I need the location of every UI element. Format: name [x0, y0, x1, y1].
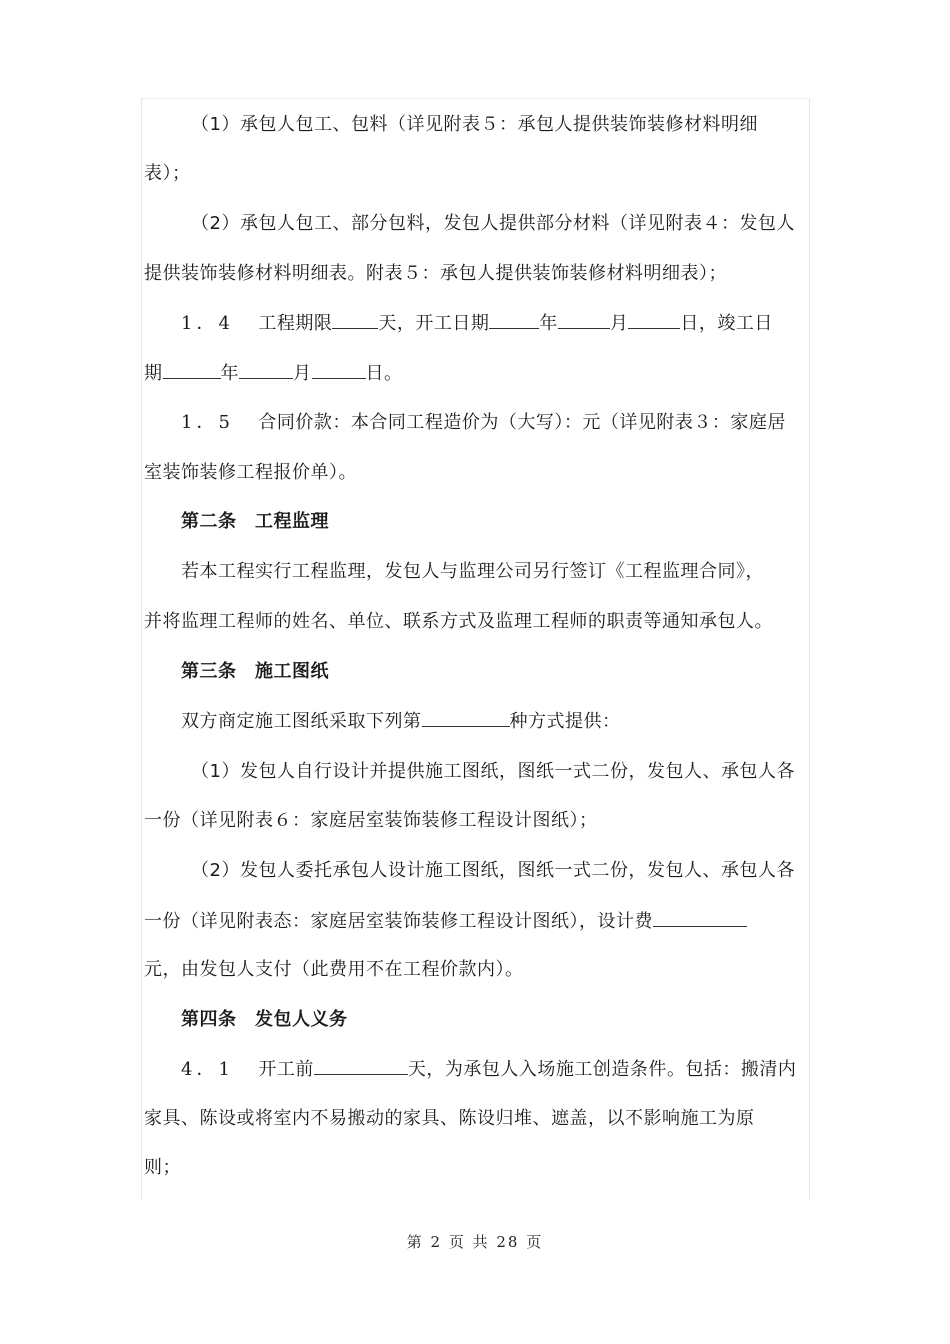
- blank-field: [314, 1056, 408, 1075]
- text: 天，开工日期: [378, 313, 490, 334]
- page-footer: 第 2 页 共 28 页: [406, 1233, 544, 1251]
- paragraph-5-line-2: 并将监理工程师的姓名、单位、联系方式及监理工程师的职责等通知承包人。: [144, 611, 773, 632]
- paragraph-2-line-1: （2）承包人包工、部分包料，发包人提供部分材料（详见附表４：发包人: [191, 213, 795, 234]
- blank-field: [558, 310, 610, 329]
- paragraph-1-line-2: 表）；: [144, 163, 191, 184]
- paragraph-6: [181, 708, 621, 735]
- clause-number: 1．4: [181, 313, 234, 334]
- clause-number: 4．1: [181, 1059, 234, 1080]
- paragraph-2-line-2: 提供装饰装修材料明细表。附表５：承包人提供装饰装修材料明细表）；: [144, 263, 727, 284]
- section-heading-2: 第二条 工程监理: [181, 511, 329, 532]
- blank-field: [489, 310, 539, 329]
- text: 年: [539, 313, 558, 334]
- blank-field: [312, 360, 366, 379]
- section-heading-4: 第四条 发包人义务: [181, 1009, 348, 1030]
- blank-field: [653, 908, 747, 927]
- text: 合同价款：本合同工程造价为（大写）：元（详见附表３：家庭居: [258, 412, 786, 433]
- paragraph-7-line-1: （1）发包人自行设计并提供施工图纸，图纸一式二份，发包人、承包人各: [191, 761, 795, 782]
- text: 种方式提供：: [509, 711, 621, 732]
- text: 天，为承包人入场施工创造条件。包括：搬清内: [407, 1059, 797, 1080]
- blank-field: [422, 708, 510, 727]
- text: 月: [609, 313, 629, 334]
- paragraph-9-line-3: 则；: [144, 1157, 181, 1178]
- text: 年: [220, 363, 239, 384]
- paragraph-1-line-1: （1）承包人包工、包料（详见附表５：承包人提供装饰装修材料明细: [191, 114, 758, 135]
- blank-field: [239, 360, 293, 379]
- paragraph-8-line-1: （2）发包人委托承包人设计施工图纸，图纸一式二份，发包人、承包人各: [191, 860, 795, 881]
- text: 双方商定施工图纸采取下列第: [181, 711, 422, 732]
- paragraph-8-line-2: [144, 908, 747, 935]
- paragraph-4-line-2: 室装饰装修工程报价单）。: [144, 462, 357, 483]
- section-heading-3: 第三条 施工图纸: [181, 661, 329, 682]
- blank-field: [163, 360, 221, 379]
- clause-number: 1．5: [181, 412, 234, 433]
- paragraph-8-line-3: 元，由发包人支付（此费用不在工程价款内）。: [144, 959, 524, 980]
- text: 开工前: [258, 1059, 314, 1080]
- text: 日。: [365, 363, 403, 384]
- paragraph-9-line-2: 家具、陈设或将室内不易搬动的家具、陈设归堆、遮盖，以不影响施工为原: [144, 1108, 755, 1129]
- text: 工程期限: [258, 313, 333, 334]
- text: 日，竣工日: [680, 313, 773, 334]
- text: 期: [144, 363, 163, 384]
- paragraph-4-line-1: [181, 410, 786, 436]
- text: 一份（详见附表态：家庭居室装饰装修工程设计图纸），设计费: [144, 911, 653, 932]
- paragraph-3-line-1: [181, 310, 773, 337]
- text: 月: [293, 363, 312, 384]
- paragraph-7-line-2: 一份（详见附表６：家庭居室装饰装修工程设计图纸）；: [144, 810, 598, 831]
- blank-field: [628, 310, 680, 329]
- paragraph-3-line-2: [144, 360, 403, 387]
- blank-field: [332, 310, 378, 329]
- paragraph-5-line-1: 若本工程实行工程监理，发包人与监理公司另行签订《工程监理合同》，: [181, 561, 764, 582]
- paragraph-9-line-1: [181, 1056, 796, 1083]
